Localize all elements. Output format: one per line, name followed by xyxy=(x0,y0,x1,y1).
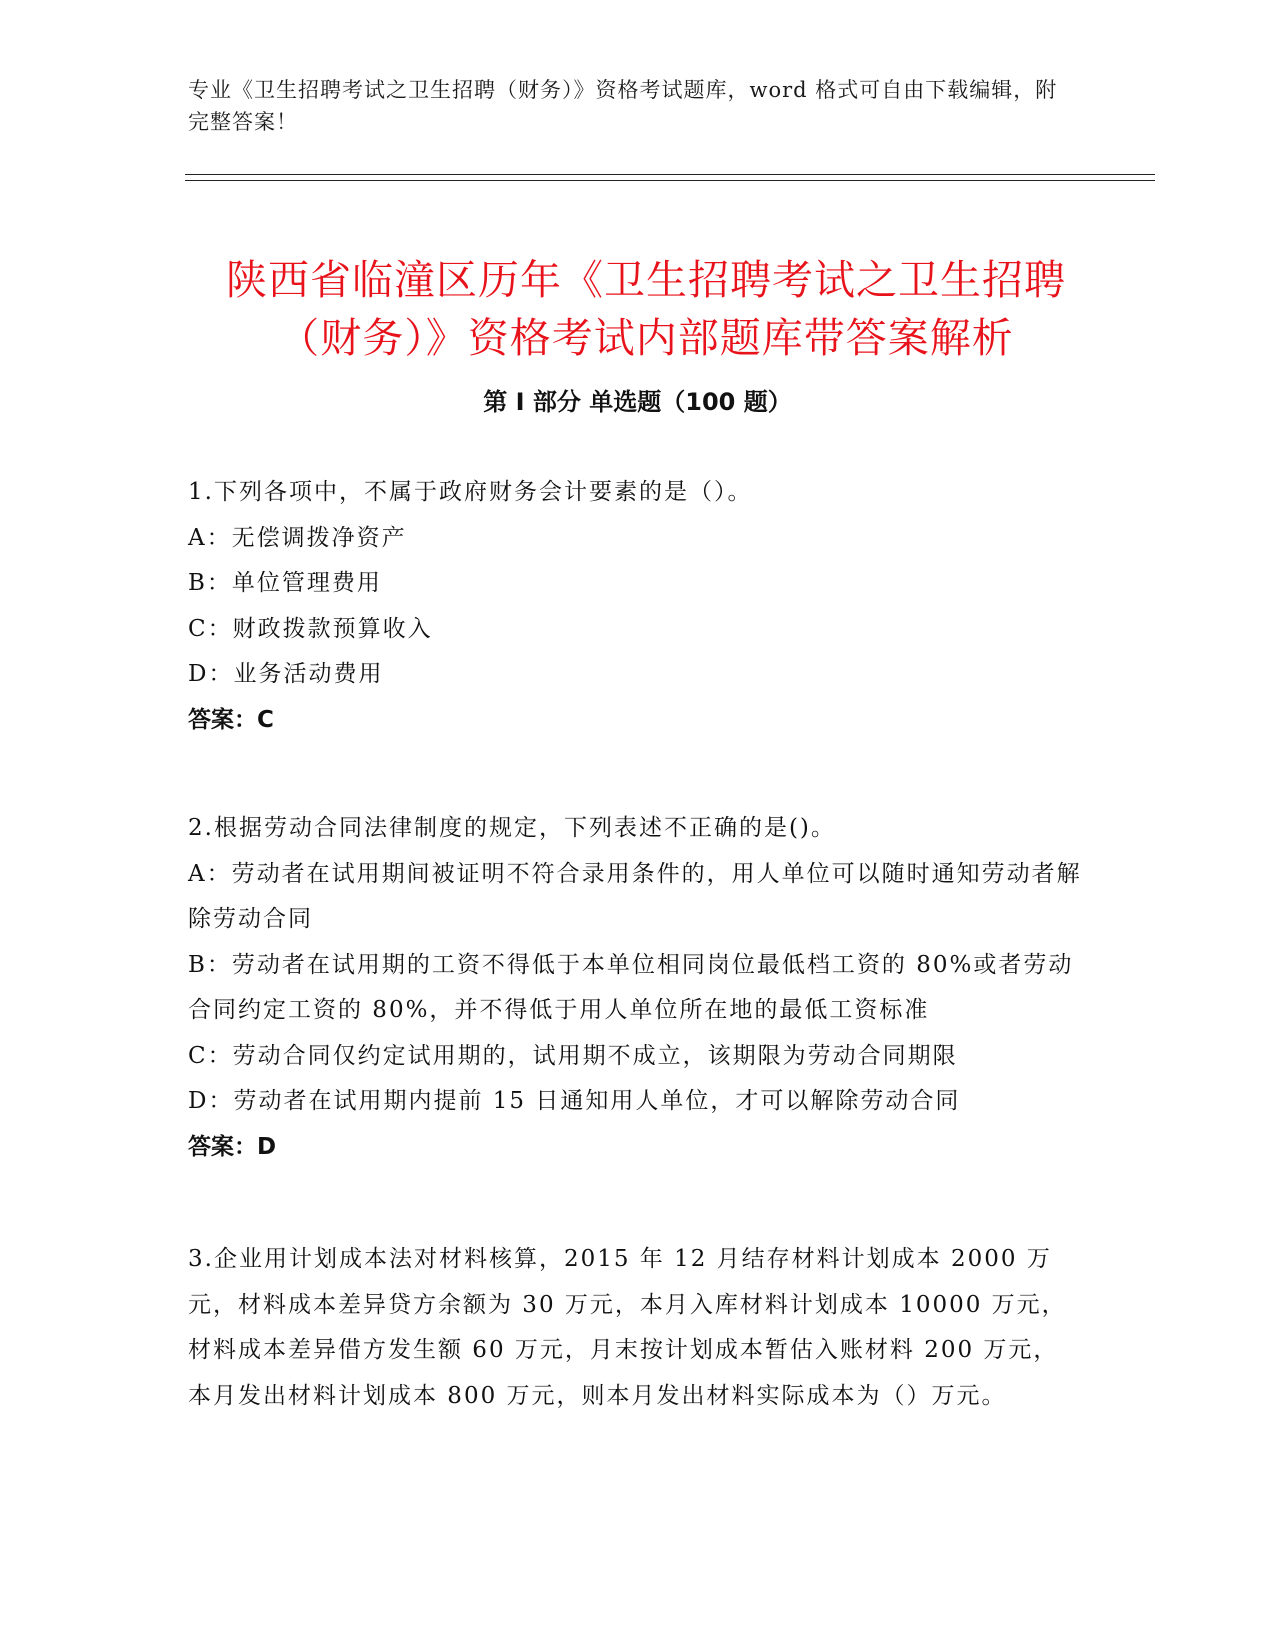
section-title: 第 I 部分 单选题（100 题） xyxy=(483,388,792,416)
answer: 答案：C xyxy=(188,706,274,733)
option-a: A：无偿调拨净资产 xyxy=(188,524,407,551)
question-stem: 2.根据劳动合同法律制度的规定，下列表述不正确的是()。 xyxy=(188,815,836,841)
option-a: A：劳动者在试用期间被证明不符合录用条件的，用人单位可以随时通知劳动者解除劳动合同 xyxy=(188,860,1082,932)
option-c: C：劳动合同仅约定试用期的，试用期不成立，该期限为劳动合同期限 xyxy=(188,1042,958,1069)
header-rule-top xyxy=(185,174,1155,175)
document-title: 陕西省临潼区历年《卫生招聘考试之卫生招聘（财务）》资格考试内部题库带答案解析 xyxy=(226,256,1066,363)
option-b: B：劳动者在试用期的工资不得低于本单位相同岗位最低档工资的 80%或者劳动合同约定工资的 80%，并不得低于用人单位所在地的最低工资标准 xyxy=(188,951,1074,1023)
answer: 答案：D xyxy=(188,1133,277,1160)
option-b: B：单位管理费用 xyxy=(188,570,382,596)
option-d: D：业务活动费用 xyxy=(188,661,384,687)
option-d: D：劳动者在试用期内提前 15 日通知用人单位，才可以解除劳动合同 xyxy=(188,1088,961,1114)
header-note: 专业《卫生招聘考试之卫生招聘（财务）》资格考试题库，word 格式可自由下载编辑，附完整答案！ xyxy=(188,78,1058,134)
question-2 xyxy=(188,806,1083,1170)
question-stem: 3.企业用计划成本法对材料核算，2015 年 12 月结存材料计划成本 2000 万元，材料成本差异贷方余额为 30 万元，本月入库材料计划成本 10000 万元，材料成本差异借方发生额 60 万元，月末按计划成本暂估入账材料 200 万元，本月发出材料计划成本 800 万元，则本月发出材料实际成本为（）万元。 xyxy=(188,1246,1067,1409)
header-rule-bottom xyxy=(185,180,1155,181)
question-1 xyxy=(188,470,1083,743)
question-3 xyxy=(188,1237,1083,1419)
option-c: C：财政拨款预算收入 xyxy=(188,615,433,642)
question-stem: 1.下列各项中，不属于政府财务会计要素的是（）。 xyxy=(188,479,753,505)
